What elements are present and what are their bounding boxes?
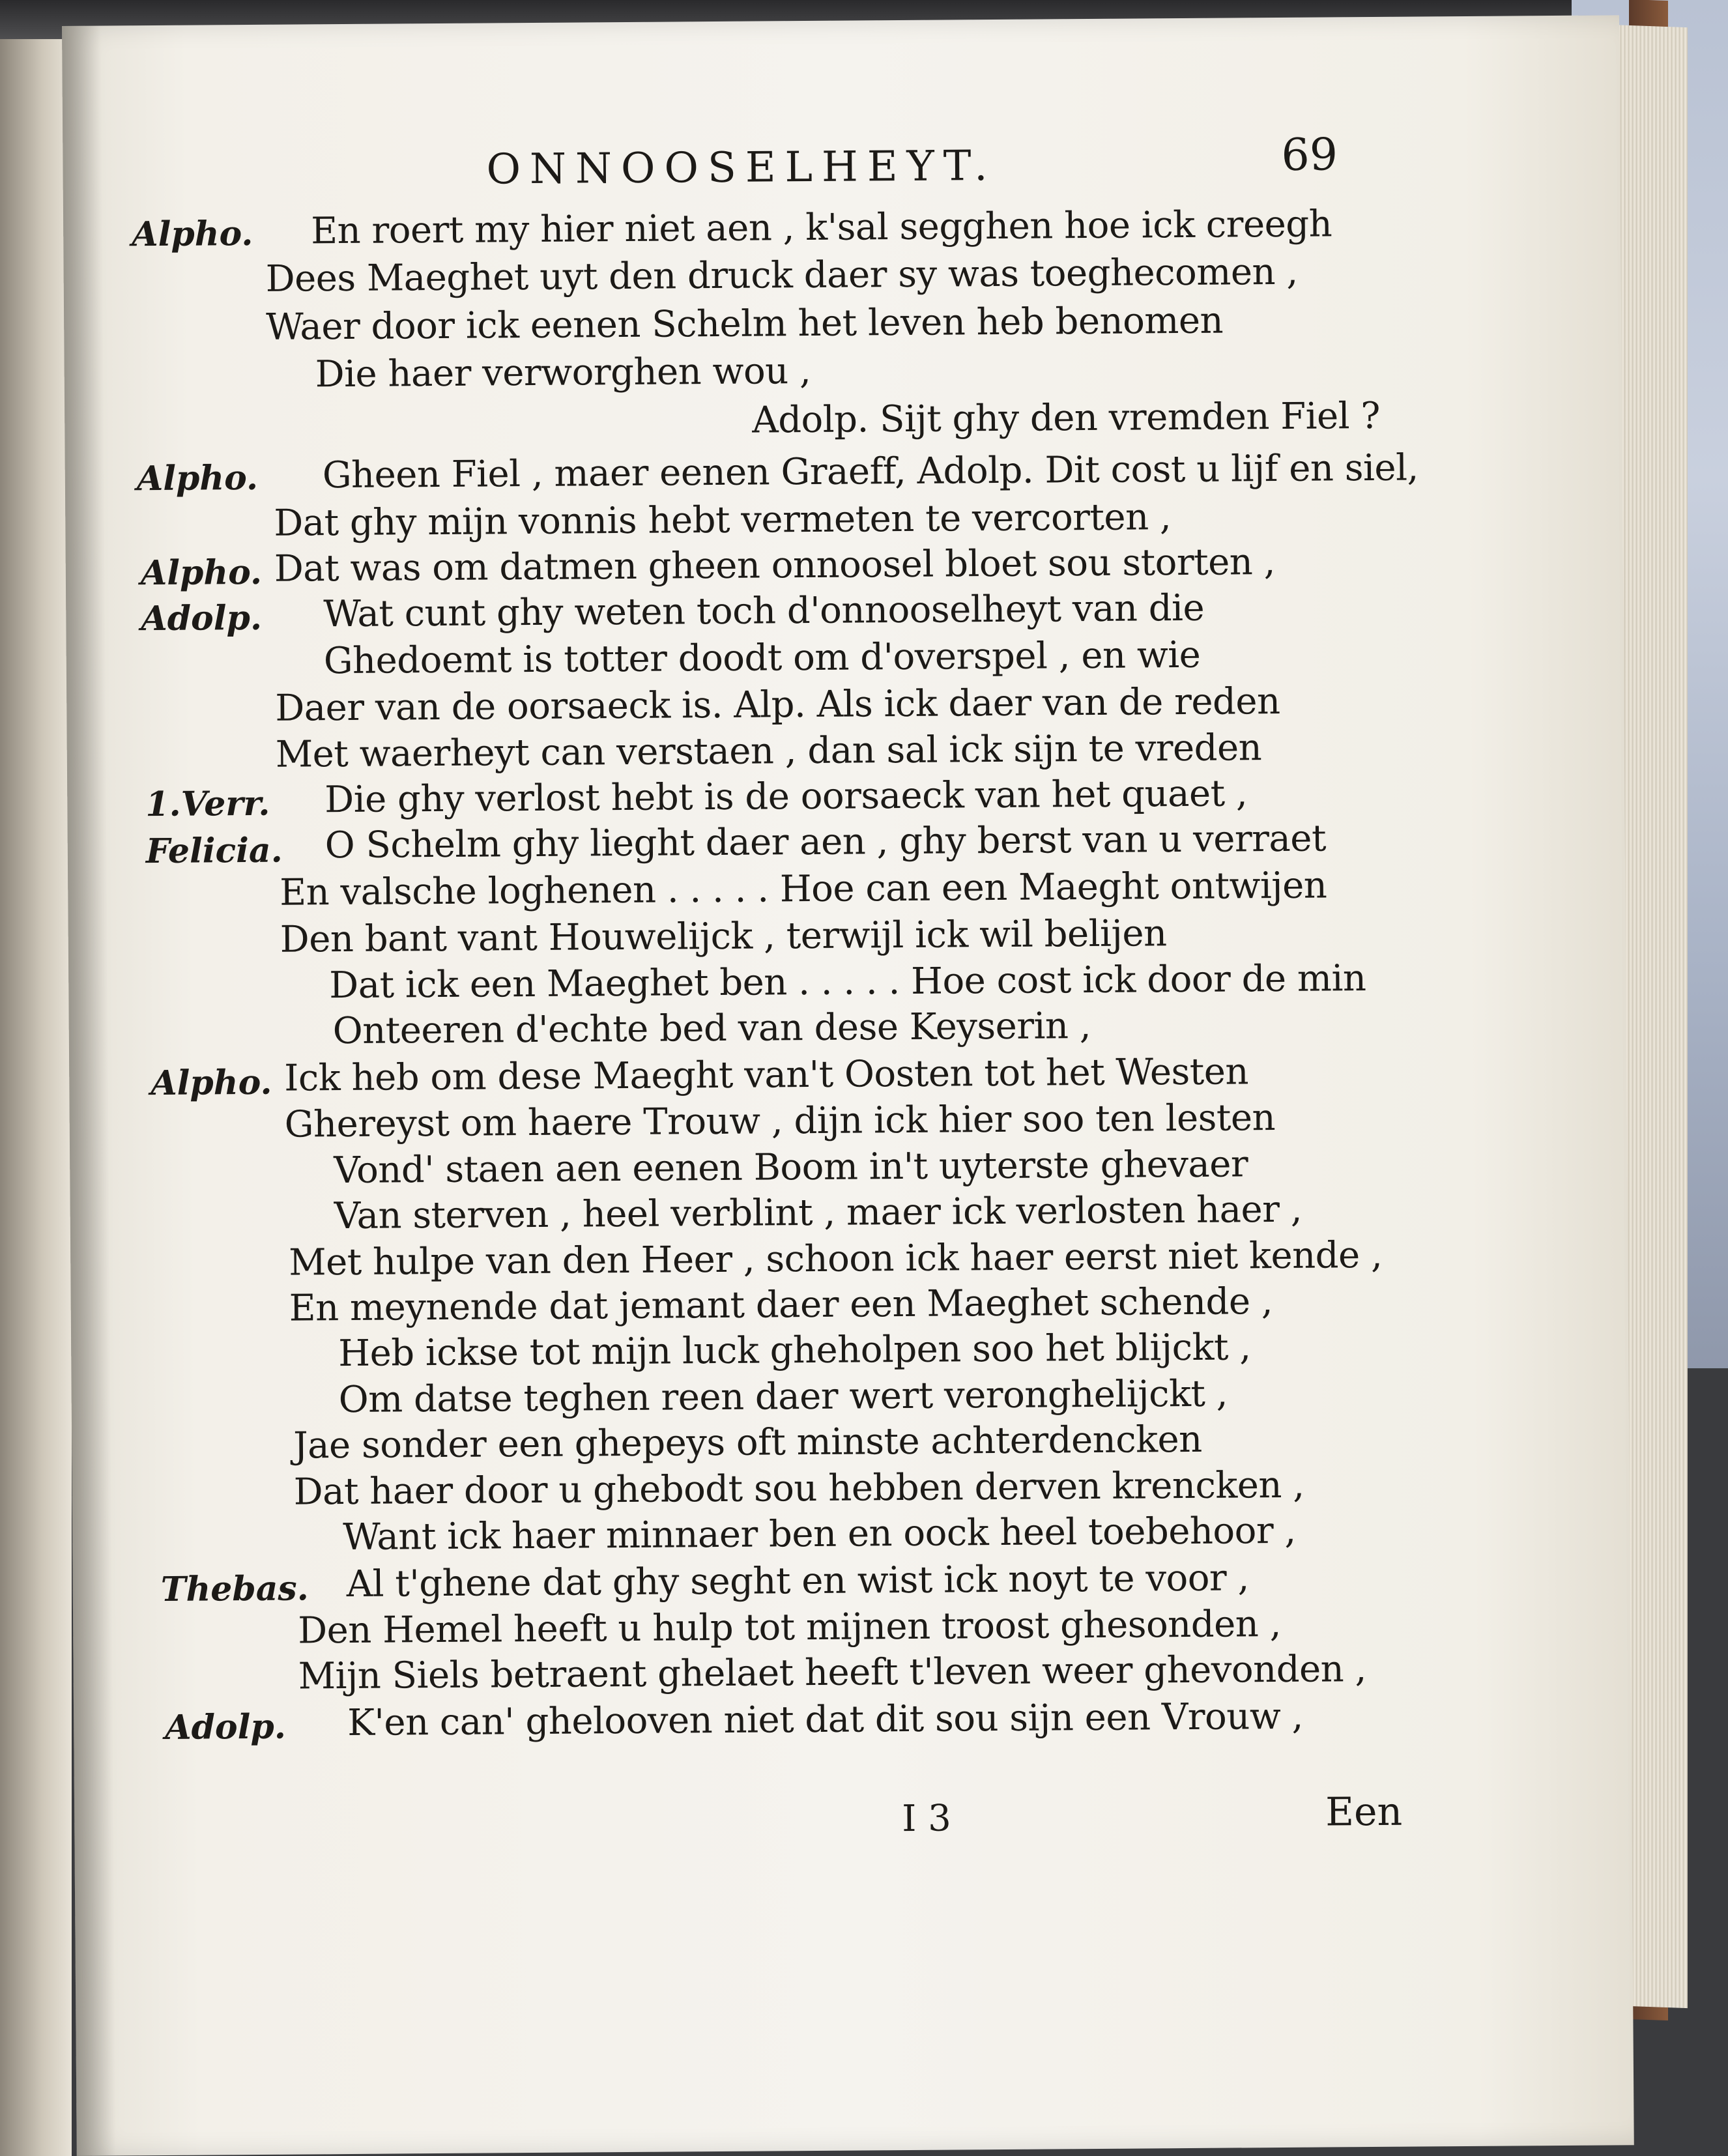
verse-line: Dees Maeghet uyt den druck daer sy was toeghecomen , (265, 250, 1298, 300)
verse-line: Dat was om datmen gheen onnoosel bloet sou storten , (274, 541, 1276, 590)
verse-line: Wat cunt ghy weten toch d'onnooselheyt van die (323, 586, 1205, 636)
verse-line: Heb ickse tot mijn luck gheholpen soo het blijckt , (338, 1326, 1251, 1375)
verse-line: Gheen Fiel , maer eenen Graeff, Adolp. Dit cost u lijf en siel, (322, 446, 1419, 497)
running-title: ONNOOSELHEYT. (486, 141, 997, 194)
speaker-label: Alpho. (151, 1062, 272, 1104)
verse-line: Van sterven , heel verblint , maer ick verlosten haer , (334, 1188, 1303, 1238)
verse-line: K'en can' ghelooven niet dat dit sou sijn een Vrouw , (347, 1695, 1304, 1745)
speaker-label: Alpho. (136, 457, 259, 499)
verse-line: En valsche loghenen . . . . . Hoe can een Maeght ontwijen (280, 864, 1327, 914)
page-number: 69 (1281, 129, 1338, 181)
verse-line: En roert my hier niet aen , k'sal segghen hoe ick creegh (310, 203, 1332, 253)
verse-line: Waer door ick eenen Schelm het leven heb benomen (266, 299, 1224, 349)
book-page (62, 15, 1634, 2156)
speaker-label: Thebas. (160, 1568, 309, 1609)
verse-line: Ick heb om dese Maeght van't Oosten tot het Westen (284, 1050, 1249, 1100)
speaker-label: Alpho. (140, 552, 263, 594)
verse-line: Met waerheyt can verstaen , dan sal ick sijn te vreden (275, 726, 1262, 776)
verse-line: Onteeren d'echte bed van dese Keyserin , (332, 1005, 1091, 1053)
verse-line: Met hulpe van den Heer , schoon ick haer eerst niet kende , (289, 1233, 1383, 1284)
left-page-edge (0, 39, 72, 2156)
verse-line: Die haer verworghen wou , (315, 349, 811, 396)
verse-line: Dat ick een Maeghet ben . . . . . Hoe cost ick door de min (329, 957, 1366, 1007)
verse-line: Vond' staen aen eenen Boom in't uyterste ghevaer (334, 1143, 1248, 1192)
verse-line: Mijn Siels betraent ghelaet heeft t'leven weer ghevonden , (298, 1648, 1367, 1698)
speaker-label: Adolp. (165, 1706, 287, 1747)
verse-line: Adolp. Sijt ghy den vremden Fiel ? (752, 394, 1381, 442)
verse-line: Dat haer door u ghebodt sou hebben derven krencken , (293, 1463, 1304, 1514)
verse-line: Om datse teghen reen daer wert veronghelijckt , (338, 1372, 1228, 1422)
verse-line: Die ghy verlost hebt is de oorsaeck van het quaet , (324, 772, 1248, 822)
catchword: Een (1325, 1789, 1403, 1835)
speaker-label: Adolp. (141, 597, 263, 639)
verse-line: Den bant vant Houwelijck , terwijl ick wil belijen (280, 912, 1167, 961)
verse-line: Al t'ghene dat ghy seght en wist ick noyt te voor , (346, 1557, 1250, 1606)
speaker-label: Felicia. (145, 830, 283, 872)
verse-line: Want ick haer minnaer ben en oock heel toebehoor , (342, 1509, 1296, 1559)
verse-line: Ghereyst om haere Trouw , dijn ick hier soo ten lesten (284, 1097, 1276, 1146)
verse-line: Den Hemel heeft u hulp tot mijnen troost ghesonden , (297, 1602, 1282, 1652)
verse-line: Dat ghy mijn vonnis hebt vermeten te vercorten , (274, 496, 1172, 545)
verse-line: En meynende dat jemant daer een Maeghet schende , (289, 1280, 1273, 1330)
verse-line: O Schelm ghy lieght daer aen , ghy berst van u verraet (324, 817, 1327, 867)
verse-line: Daer van de oorsaeck is. Alp. Als ick daer van de reden (275, 680, 1280, 730)
signature-mark: I 3 (902, 1797, 952, 1841)
speaker-label: Alpho. (132, 213, 253, 255)
verse-line: Ghedoemt is totter doodt om d'overspel , en wie (323, 633, 1201, 683)
speaker-label: 1.Verr. (145, 783, 270, 825)
verse-line: Jae sonder een ghepeys oft minste achterdencken (293, 1418, 1202, 1467)
